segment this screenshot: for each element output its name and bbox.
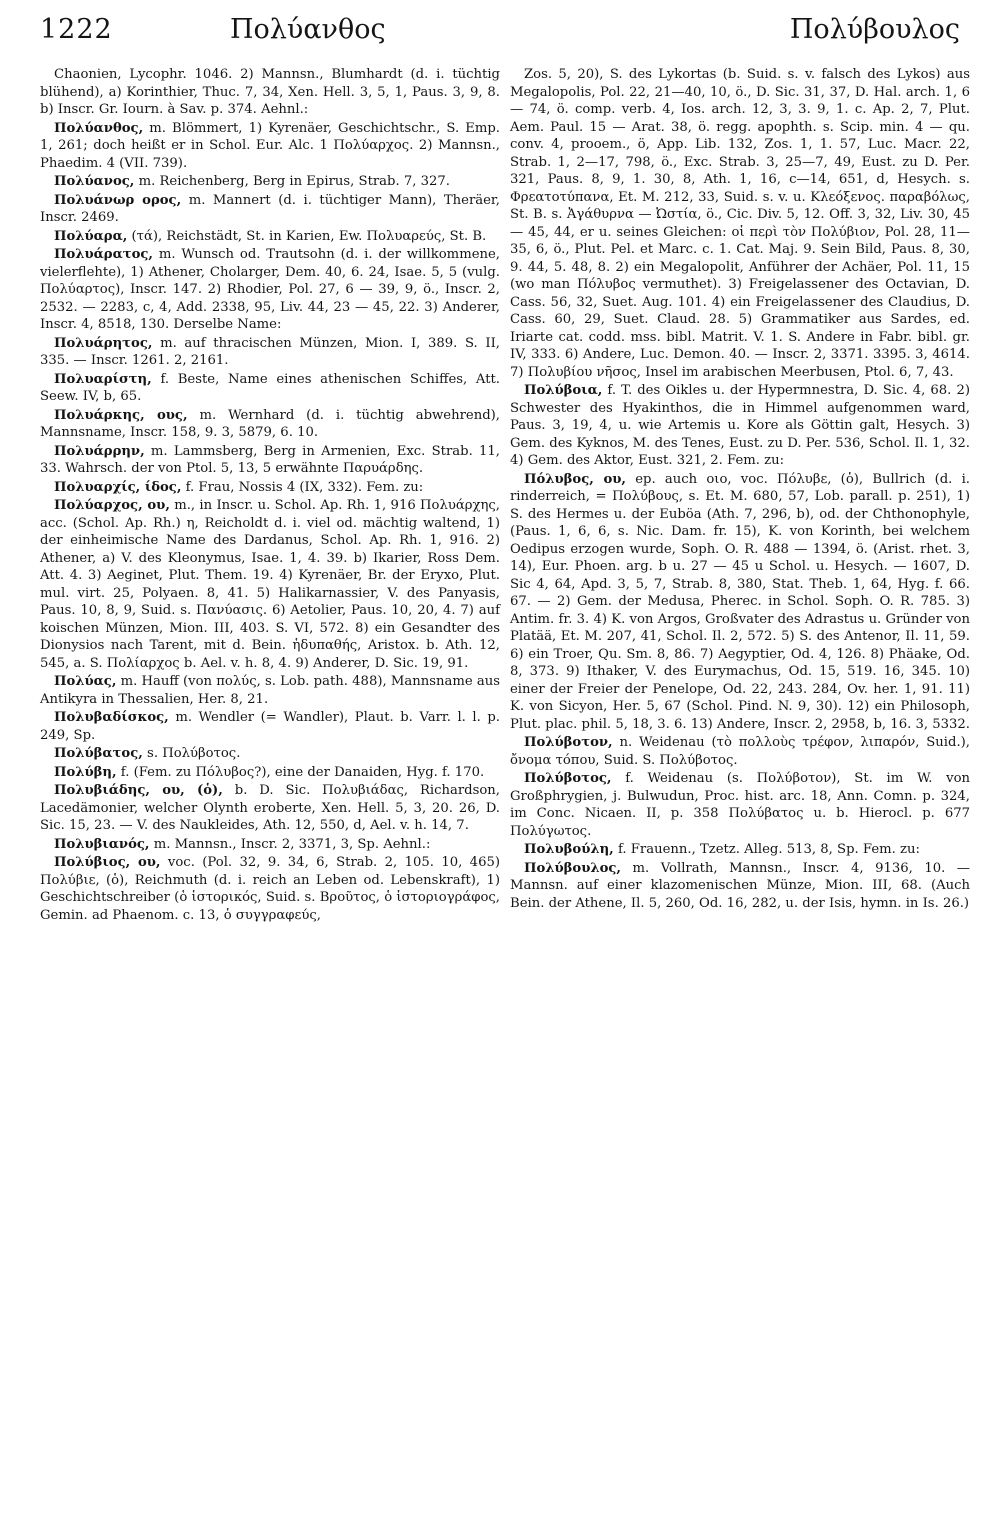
entry-text: s. Πολύβοτος. <box>147 746 241 761</box>
page-number: 1222 <box>40 14 113 45</box>
entry-headword: Πόλυβος, ου, <box>524 471 626 487</box>
entry-headword: Πολυάρατος, <box>54 247 154 262</box>
entry-text: m. Vollrath, Mannsn., Inscr. 4, 9136, 10. — Mannsn. auf einer klazomenischen Münze, Mion. III, 68. (Auch Bein. der Athene, Il. 5, 260, Od. 16, 282, u. der Isis, hymn. in Is. 26.) <box>510 860 970 911</box>
entry-headword: Πολύβατος, <box>54 746 143 761</box>
entry-text: m. Lammsberg, Berg in Armenien, Exc. Strab. 11, 33. Wahrsch. der von Ptol. 5, 13, 5 erwähnte Παρυάρδης. <box>40 443 500 476</box>
dictionary-entry <box>40 407 500 442</box>
entry-headword: Πολύανθος, <box>54 120 144 136</box>
dictionary-entry <box>510 841 970 859</box>
dictionary-entry <box>510 734 970 769</box>
entry-text: f. Frau, Nossis 4 (IX, 332). Fem. zu: <box>185 479 424 495</box>
entry-headword: Πολύαρα, <box>54 228 128 244</box>
entry-text: b. D. Sic. Πολυβιάδας, Richardson, Lacedämonier, welcher Olynth eroberte, Xen. Hell. 5, 3, 20. 26, D. Sic. 15, 23. — V. des Naukleides, Ath. 12, 550, d, Ael. v. h. 14, 7. <box>40 783 500 833</box>
entry-text: m. Wernhard (d. i. tüchtig abwehrend), Mannsname, Inscr. 158, 9. 3, 5879, 6. 10. <box>40 407 500 440</box>
dictionary-entry <box>510 382 970 470</box>
entry-headword: Πολύαρχος, ου, <box>54 498 170 513</box>
entry-headword: Πολυαρχίς, ίδος, <box>54 479 182 495</box>
entry-text: m. Mannsn., Inscr. 2, 3371, 3, Sp. Aehnl.: <box>153 836 431 852</box>
entry-headword: Πολυάρρην, <box>54 443 145 459</box>
dictionary-entry <box>40 192 500 227</box>
entry-text: m. Wunsch od. Trautsohn (d. i. der willkommene, vielerflehte), 1) Athener, Cholarger, Dem. 40, 6. 24, Isae. 5, 5 (vulg. Πολύαρτος), Inscr. 147. 2) Rhodier, Pol. 27, 6 — 39, 9, ö., Inscr. 2, 2532. — 2283, c, 4, Add. 2338, 95, Liv. 44, 23 — 45, 22. 3) Anderer, Inscr. 4, 8518, 130. Derselbe Name: <box>40 247 500 332</box>
entry-text: m. Reichenberg, Berg in Epirus, Strab. 7, 327. <box>138 174 451 189</box>
entry-headword: Πολυβιάδης, ου, (ὁ), <box>54 783 223 798</box>
entry-text: ep. auch οιο, voc. Πόλυβε, (ὁ), Bullrich (d. i. rinderreich, = Πολύβους, s. Et. M. 680, 57, Lob. parall. p. 251), 1) S. des Hermes u. der Euböa (Ath. 7, 296, b), od. der Chthonophyle, (Paus. 1, 6, 6, s. Nic. Dam. fr. 15), K. von Korinth, bei welchem Oedipus erzogen wurde, Soph. O. R. 488 — 1394, ö. (Arist. rhet. 3, 14), Eur. Phoen. arg. b u. 27 — 45 u Schol. u. Hesych. — 1607, D. Sic 4, 64, Apd. 3, 5, 7, Strab. 8, 380, Stat. Theb. 1, 64, Hyg. f. 66. 67. — 2) Gem. der Medusa, Pherec. in Schol. Soph. O. R. 785. 3) Antim. fr. 3. 4) K. von Argos, Großvater des Adrastus u. Gründer von Platää, Et. M. 207, 41, Schol. Il. 2, 572. 5) S. des Antenor, Il. 11, 59. 6) ein Troer, Qu. Sm. 8, 86. 7) Aegyptier, Od. 4, 126. 8) Phäake, Od. 8, 373. 9) Ithaker, V. des Eurymachus, Od. 15, 519. 16, 345. 10) einer der Freier der Penelope, Od. 22, 243. 284, Ov. her. 1, 91. 11) K. von Sicyon, Her. 5, 67 (Schol. Pind. N. 9, 30). 12) ein Philosoph, Plut. plac. phil. 5, 18, 3. 6. 13) Andere, Inscr. 2, 2958, b, 16. 3, 5332. <box>510 471 971 732</box>
entry-text: Chaonien, Lycophr. 1046. 2) Mannsn., Blumhardt (d. i. tüchtig blühend), a) Korinthier, Thuc. 7, 34, Xen. Hell. 3, 5, 1, Paus. 3, 9, 8. b) Inscr. Gr. Iourn. à Sav. p. 374. Aehnl.: <box>40 67 500 117</box>
entry-text: f. Beste, Name eines athenischen Schiffes, Att. Seew. IV, b, 65. <box>40 371 500 404</box>
dictionary-entry <box>510 770 970 840</box>
entry-text: m. Blömmert, 1) Kyrenäer, Geschichtschr., S. Emp. 1, 261; doch heißt er in Schol. Eur. Alc. 1 Πολύαρχος. 2) Mannsn., Phaedim. 4 (VII. 739). <box>40 120 500 171</box>
dictionary-entry <box>40 745 500 763</box>
entry-headword: Πολύβιος, ου, <box>54 855 161 870</box>
right-column <box>510 66 970 913</box>
dictionary-entry <box>510 860 970 913</box>
entry-headword: Πολύβη, <box>54 764 117 780</box>
entry-headword: Πολύανος, <box>54 174 135 189</box>
entry-text: m. Hauff (von πολύς, s. Lob. path. 488), Mannsname aus Antikyra in Thessalien, Her. 8, 21. <box>40 674 500 707</box>
dictionary-entry <box>40 120 500 173</box>
entry-text: f. Weidenau (s. Πολύβοτον), St. im W. von Großphrygien, j. Bulwudun, Proc. hist. arc. 18, Ann. Comn. p. 324, im Conc. Nicaen. II, p. 358 Πολύβατος u. b. Hierocl. p. 677 Πολύγωτος. <box>510 771 970 839</box>
entry-text: (τά), Reichstädt, St. in Karien, Ew. Πολυαρεύς, St. B. <box>131 228 487 244</box>
dictionary-entry <box>40 709 500 744</box>
dictionary-entry <box>40 66 500 119</box>
entry-headword: Πολυαρίστη, <box>54 371 152 387</box>
dictionary-entry <box>40 371 500 406</box>
entry-text: f. Frauenn., Tzetz. Alleg. 513, 8, Sp. Fem. zu: <box>617 842 920 857</box>
entry-text: f. (Fem. zu Πόλυβος?), eine der Danaiden, Hyg. f. 170. <box>120 764 485 780</box>
dictionary-entry <box>40 228 500 246</box>
dictionary-entry <box>40 246 500 334</box>
dictionary-entry <box>40 764 500 782</box>
dictionary-entry <box>40 836 500 854</box>
entry-headword: Πολυάρητος, <box>54 335 153 351</box>
entry-headword: Πολύβοτος, <box>524 771 612 786</box>
dictionary-entry <box>40 854 500 924</box>
entry-text: n. Weidenau (τὸ πολλοὺς τρέφον, λιπαρόν, Suid.), ὄνομα τόπου, Suid. S. Πολύβοτος. <box>510 735 970 768</box>
dictionary-entry <box>40 497 500 672</box>
entry-headword: Πολυάρκης, ους, <box>54 407 188 423</box>
dictionary-entry <box>510 66 970 381</box>
entry-headword: Πολύβοια, <box>524 383 603 398</box>
entry-text: Zos. 5, 20), S. des Lykortas (b. Suid. s. v. falsch des Lykos) aus Megalopolis, Pol. 22, 21—40, 10, ö., D. Sic. 31, 37, D. Hal. arch. 1, 6 — 74, ö. comp. verb. 4, Ios. arch. 12, 3, 3. 9, 1. c. Ap. 2, 7, Plut. Aem. Paul. 15 — Arat. 38, ö. regg. apophth. s. Scip. min. 4 — qu. conv. 4, prooem., ö, App. Lib. 132, Zos. 1, 1. 57, Luc. Macr. 22, Strab. 1, 2—17, 798, ö., Exc. Strab. 3, 25—7, 49, Eust. zu D. Per. 321, Paus. 8, 9, 1. 30, 8, Ath. 1, 16, c—14, 651, d, Hesych. s. Φρεατοτύπανα, Et. M. 212, 33, Suid. s. v. u. Κλεόξενος. παραβόλως, St. B. s. Ἀγάθυρνα — Ὠστία, ö., Cic. Div. 5, 12. Off. 3, 32, Liv. 30, 45 — 45, 44, er u. seines Gleichen: οἱ περὶ τὸν Πολύβιον, Pol. 28, 11—35, 6, ö., Plut. Pel. et Marc. c. 1. Cat. Maj. 9. Sein Bild, Paus. 8, 30, 9. 44, 5. 48, 8. 2) ein Megalopolit, Anführer der Achäer, Pol. 11, 15 (wo man Πόλυβος vermuthet). 3) Freigelassener des Octavian, D. Cass. 56, 32, Suet. Aug. 101. 4) ein Freigelassener des Claudius, D. Cass. 60, 29, Suet. Claud. 28. 5) Grammatiker aus Sardes, ed. Iriarte cat. codd. mss. bibl. Matrit. V. 1. S. Andere in Fabr. bibl. gr. IV, 333. 6) Andere, Luc. Demon. 40. — Inscr. 2, 3371. 3395. 3, 4614. 7) Πολυβίου νῆσος, Insel im arabischen Meerbusen, Ptol. 6, 7, 43. <box>510 67 970 380</box>
entry-text: m. Wendler (= Wandler), Plaut. b. Varr. l. l. p. 249, Sp. <box>40 710 500 743</box>
running-head-right: Πολύβουλος <box>789 14 960 45</box>
dictionary-entry <box>40 782 500 835</box>
dictionary-entry <box>40 443 500 478</box>
entry-text: voc. (Pol. 32, 9. 34, 6, Strab. 2, 105. 10, 465) Πολύβιε, (ὁ), Reichmuth (d. i. reich an Leben od. Lebenskraft), 1) Geschichtschreiber (ὁ ἱστορικός, Suid. s. Βροῦτος, ὁ ἱστοριογράφος, Gemin. ad Phaenom. c. 13, ὁ συγγραφεύς, <box>40 855 500 923</box>
entry-headword: Πολύβοτον, <box>524 735 613 750</box>
entry-headword: Πολυβαδίσκος, <box>54 710 169 725</box>
dictionary-entry <box>40 173 500 191</box>
entry-headword: Πολύας, <box>54 674 117 689</box>
entry-headword: Πολυβιανός, <box>54 836 150 852</box>
entry-text: m. Mannert (d. i. tüchtiger Mann), Theräer, Inscr. 2469. <box>40 192 500 225</box>
dictionary-entry <box>510 471 970 734</box>
dictionary-entry <box>40 335 500 370</box>
entry-headword: Πολυάνωρ ορος, <box>54 192 182 208</box>
running-head-left: Πολύανθος <box>230 14 386 45</box>
entry-text: m. auf thracischen Münzen, Mion. I, 389. S. II, 335. — Inscr. 1261. 2, 2161. <box>40 335 500 368</box>
entry-text: f. T. des Oikles u. der Hypermnestra, D. Sic. 4, 68. 2) Schwester des Hyakinthos, die in Himmel aufgenommen ward, Paus. 3, 19, 4, u. wie Artemis u. Kore als Göttin galt, Hesych. 3) Gem. des Kyknos, M. des Tenes, Eust. zu D. Per. 536, Schol. Il. 1, 32. 4) Gem. des Aktor, Eust. 321, 2. Fem. zu: <box>510 383 970 468</box>
entry-headword: Πολυβούλη, <box>524 842 614 857</box>
entry-headword: Πολύβουλος, <box>524 860 622 876</box>
entry-text: m., in Inscr. u. Schol. Ap. Rh. 1, 916 Πολυάρχης, acc. (Schol. Ap. Rh.) η, Reicholdt d. i. viel od. mächtig waltend, 1) der einheimische Name des Dardanus, Schol. Ap. Rh. 1, 916. 2) Athener, a) V. des Kleonymus, Isae. 1, 4. 39. b) Ikarier, Ross Dem. Att. 4. 3) Aeginet, Plut. Them. 19. 4) Kyrenäer, Br. der Eryxo, Plut. mul. virt. 25, Polyaen. 8, 41. 5) Halikarnassier, V. des Panyasis, Paus. 10, 8, 9, Suid. s. Πανύασις. 6) Aetolier, Paus. 10, 20, 4. 7) auf koischen Münzen, Mion. III, 403. S. VI, 572. 8) ein Gesandter des Dionysios nach Tarent, mit d. Bein. ἡδυπαθής, Aristox. b. Ath. 12, 545, a. S. Πολίαρχος b. Ael. v. h. 8, 4. 9) Anderer, D. Sic. 19, 91. <box>40 498 500 671</box>
dictionary-entry <box>40 479 500 497</box>
dictionary-entry <box>40 673 500 708</box>
page-header <box>40 14 960 60</box>
left-column <box>40 66 500 925</box>
